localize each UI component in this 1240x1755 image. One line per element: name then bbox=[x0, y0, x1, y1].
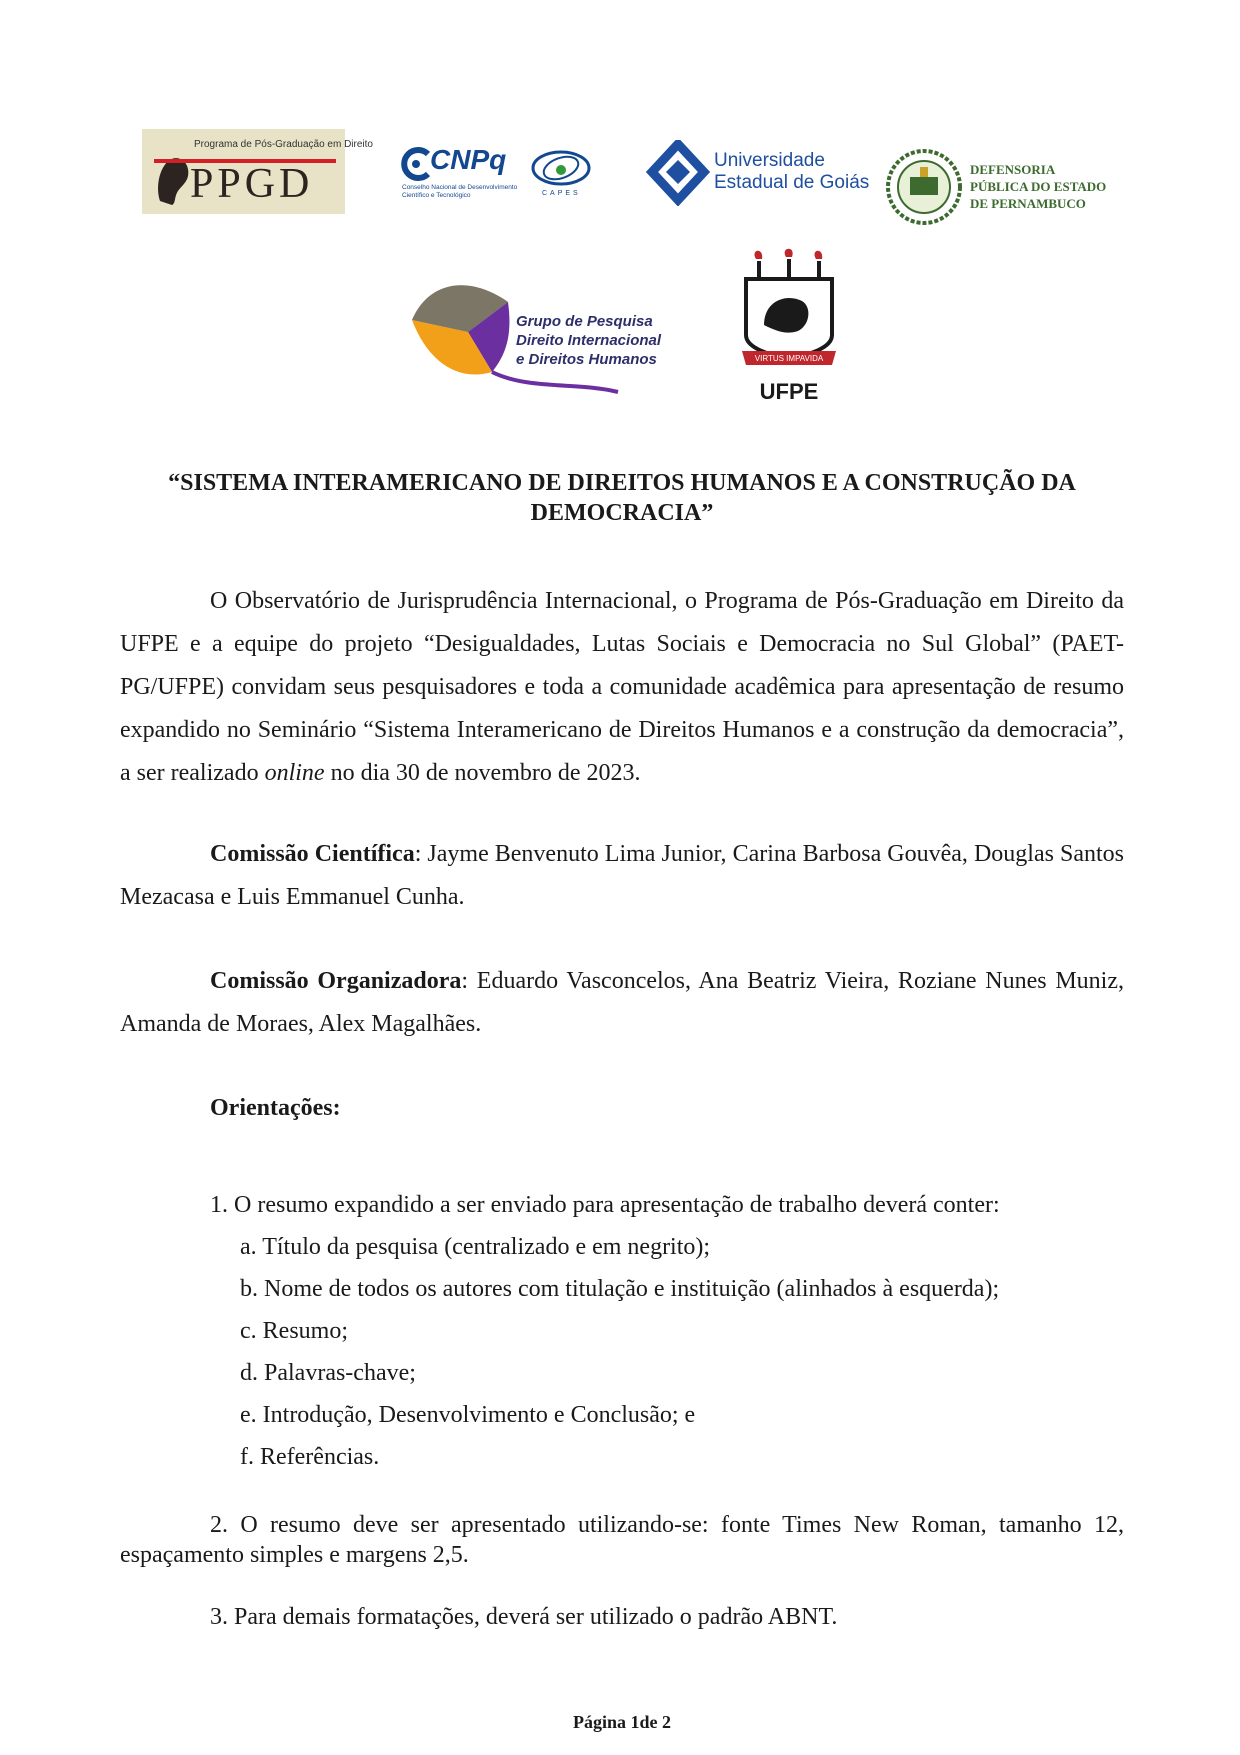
ueg-diamond-icon bbox=[646, 140, 710, 206]
capes-name: CAPES bbox=[542, 190, 581, 197]
intro-italic: online bbox=[264, 760, 325, 786]
ufpe-motto: VIRTUS IMPAVIDA bbox=[754, 354, 824, 363]
ueg-logo bbox=[646, 140, 870, 206]
page-number: Página 1de 2 bbox=[572, 1712, 671, 1732]
ppgd-logo bbox=[142, 129, 373, 214]
comissao-organizadora-text: : Eduardo Vasconcelos, Ana Beatriz Vieira, Roziane Nunes Muniz, Amanda de Moraes, Alex Magalhães. bbox=[120, 968, 1124, 1037]
ueg-line2: Estadual de Goiás bbox=[714, 172, 870, 193]
ufpe-logo bbox=[736, 245, 842, 405]
defensoria-line1: DEFENSORIA bbox=[970, 162, 1056, 177]
ueg-line1: Universidade bbox=[714, 150, 825, 171]
subitem-e: e. Introdução, Desenvolvimento e Conclusão; e bbox=[240, 1402, 696, 1428]
defensoria-text bbox=[970, 161, 1106, 212]
comissao-cientifica-text: : Jayme Benvenuto Lima Junior, Carina Barbosa Gouvêa, Douglas Santos Mezacasa e Luis Emmanuel Cunha. bbox=[120, 841, 1124, 910]
cnpq-name: CNPq bbox=[430, 144, 507, 175]
defensoria-line2: PÚBLICA DO ESTADO bbox=[970, 179, 1107, 194]
comissao-organizadora-label: Comissão Organizadora bbox=[210, 968, 462, 994]
grupo-pesquisa-logo bbox=[408, 272, 662, 402]
subitem-a: a. Título da pesquisa (centralizado e em negrito); bbox=[240, 1234, 711, 1260]
grupo-line3: e Direitos Humanos bbox=[516, 351, 657, 368]
intro-text-before: O Observatório de Jurisprudência Internacional, o Programa de Pós-Graduação em Direito da UFPE e a equipe do projeto “Desigualdades, Lutas Sociais e Democracia no Sul Global” (PAET-PG/UFPE) convidam seus pesquisadores e toda a comunidade acadêmica para apresentação de resumo expandido no Seminário “Sistema Interamericano de Direitos Humanos e a construção da democracia”, a ser realizado bbox=[120, 588, 1124, 786]
subitem-d: d. Palavras-chave; bbox=[240, 1360, 416, 1386]
capes-orbit-icon bbox=[528, 144, 594, 190]
ppgd-name: PPGD bbox=[190, 161, 314, 207]
ufpe-crest-icon bbox=[736, 245, 842, 377]
ppgd-top-text: Programa de Pós-Graduação em Direito bbox=[194, 139, 373, 150]
comissao-cientifica-paragraph bbox=[120, 833, 1124, 919]
document-title: “SISTEMA INTERAMERICANO DE DIREITOS HUMANOS E A CONSTRUÇÃO DA DEMOCRACIA” bbox=[168, 470, 1076, 526]
cnpq-logo bbox=[400, 144, 520, 200]
grupo-text bbox=[516, 312, 661, 369]
orientacoes-heading: Orientações: bbox=[210, 1095, 341, 1121]
ufpe-name: UFPE bbox=[759, 379, 819, 404]
grupo-line2: Direito Internacional bbox=[516, 332, 662, 349]
defensoria-logo bbox=[884, 147, 1124, 227]
intro-paragraph bbox=[120, 580, 1124, 795]
subitem-f: f. Referências. bbox=[240, 1444, 380, 1470]
grupo-line1: Grupo de Pesquisa bbox=[516, 313, 653, 330]
orientacao-item-2: 2. O resumo deve ser apresentado utilizando-se: fonte Times New Roman, tamanho 12, espaçamento simples e margens 2,5. bbox=[120, 1512, 1124, 1568]
comissao-organizadora-paragraph bbox=[120, 960, 1124, 1046]
cnpq-subtitle: Conselho Nacional de Desenvolvimento Científico e Tecnológico bbox=[402, 184, 518, 199]
subitem-c: c. Resumo; bbox=[240, 1318, 348, 1344]
defensoria-seal-icon bbox=[884, 147, 964, 227]
subitem-b: b. Nome de todos os autores com titulação e instituição (alinhados à esquerda); bbox=[240, 1276, 1000, 1302]
capes-logo bbox=[528, 144, 594, 202]
intro-text-after: no dia 30 de novembro de 2023. bbox=[324, 760, 641, 786]
orientacao-item-3: 3. Para demais formatações, deverá ser utilizado o padrão ABNT. bbox=[210, 1604, 838, 1630]
orientacao-item-1: 1. O resumo expandido a ser enviado para apresentação de trabalho deverá conter: bbox=[210, 1192, 1000, 1218]
defensoria-line3: DE PERNAMBUCO bbox=[970, 196, 1086, 211]
cnpq-c-icon bbox=[400, 146, 432, 182]
comissao-cientifica-label: Comissão Científica bbox=[210, 841, 415, 867]
